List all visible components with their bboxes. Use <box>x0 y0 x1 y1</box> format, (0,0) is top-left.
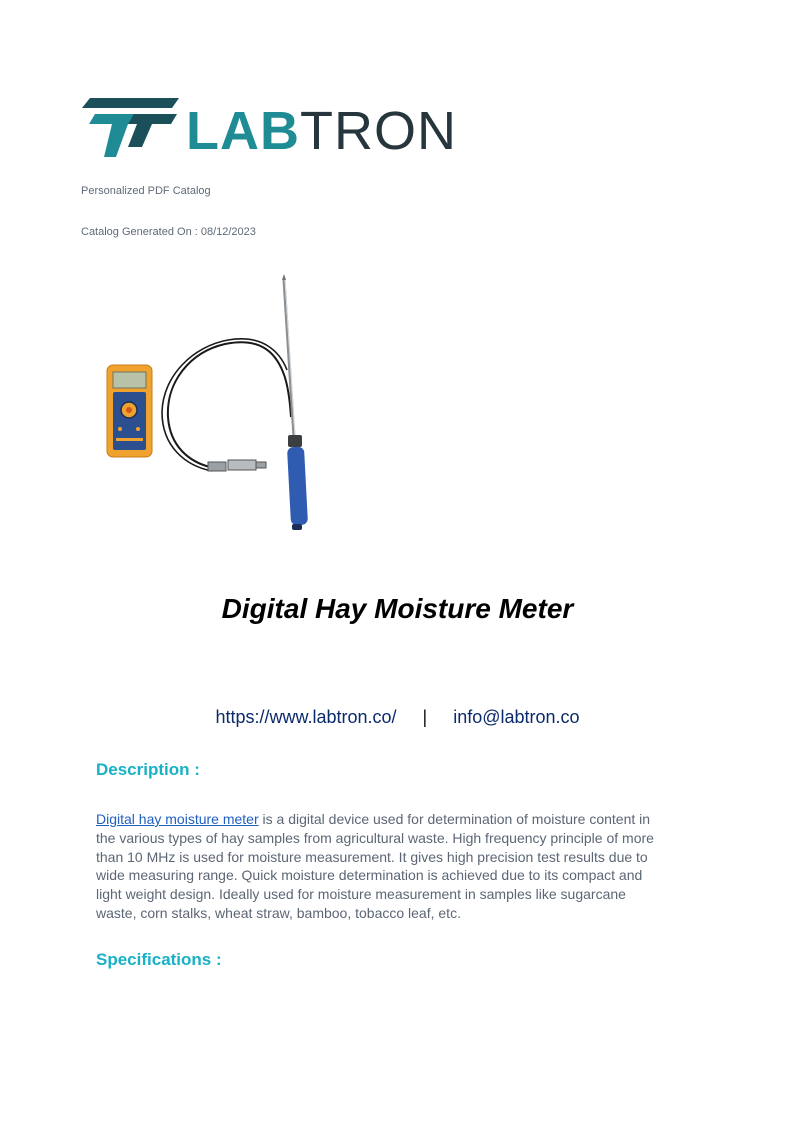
labtron-logo-icon <box>82 95 182 161</box>
description-heading: Description : <box>96 760 200 779</box>
catalog-generated-label: Catalog Generated On : 08/12/2023 <box>81 226 256 238</box>
website-link[interactable]: https://www.labtron.co/ <box>215 707 397 727</box>
logo-tron: TRON <box>299 101 457 161</box>
catalog-type-label: Personalized PDF Catalog <box>81 185 211 197</box>
product-title: Digital Hay Moisture Meter <box>221 593 574 624</box>
contact-line <box>0 707 795 728</box>
labtron-logo <box>82 95 462 165</box>
logo-wordmark <box>186 99 457 163</box>
contact-separator: | <box>422 707 428 727</box>
moisture-meter-photo <box>100 272 340 537</box>
product-link[interactable]: Digital hay moisture meter <box>96 811 259 827</box>
email-link[interactable]: info@labtron.co <box>453 707 580 727</box>
specifications-heading: Specifications : <box>96 950 222 969</box>
description-body: is a digital device used for determination of moisture content in the various types of hay samples from agricultural waste. High frequency principle of more than 10 MHz is used for moisture measurement. It gives high precision test results due to wide measuring range. Quick moisture determination is achieved due to its compact and light weight design. Ideally used for moisture measurement in samples like sugarcane waste, corn stalks, wheat straw, bamboo, tobacco leaf, etc. <box>96 811 654 921</box>
logo-lab: LAB <box>186 101 300 161</box>
description-text <box>96 810 656 923</box>
